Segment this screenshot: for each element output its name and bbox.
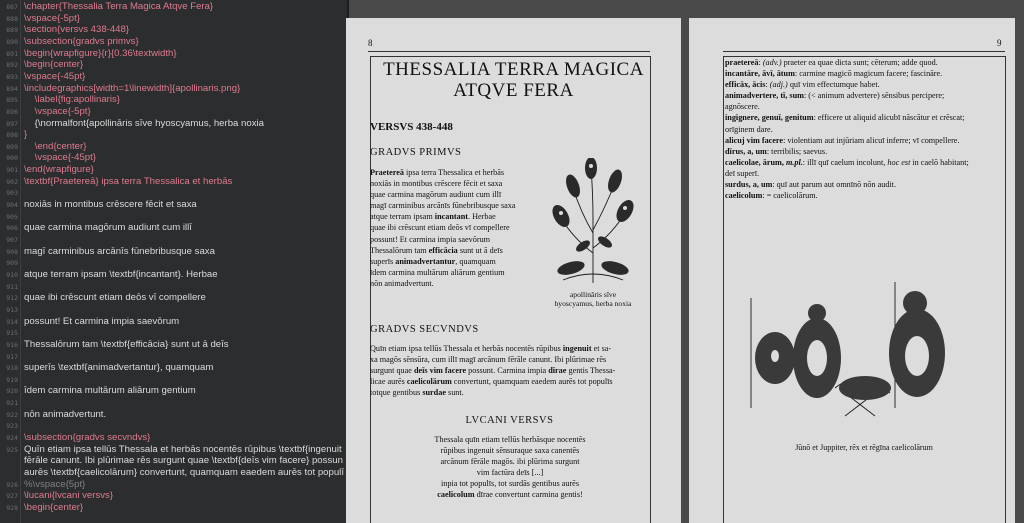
line-number: 919 [6,375,18,384]
code-line[interactable]: quae carmina magōrum audiunt cum illī [24,222,192,234]
text-run: ingignere, genuī, genitum [725,113,814,123]
code-line[interactable]: \includegraphics[width=1\linewidth]{apollinaris.png} [24,82,241,94]
text-run: praetereā [725,58,759,67]
code-line[interactable]: magī carminibus arcānīs fūnebribusque saxa [24,245,215,257]
text-run: dīrae [548,366,567,376]
code-line[interactable]: \subsection{gradvs secvndvs} [24,432,151,444]
line-number: 896 [6,107,18,116]
glossary [725,57,1007,201]
text-run: : quī aut parum aut omnīnō nōn audit. [772,180,897,190]
text-run: licae aurēs [370,377,407,387]
pdf-page-8 [346,18,681,523]
page-number: 9 [997,38,1002,48]
text-run: : illī quī caelum incolunt, [802,157,888,167]
text-run: xa magōs sēnsūra, cum illī magī arcānum fērāle canunt. Ibi plūrimae rēs [370,355,607,365]
text-run: praeter ea quae dicta sunt; cēterum; adde quod. [781,58,938,67]
text-run: : [765,80,770,90]
code-line[interactable]: fērāle canunt. Ibi plūrimae rēs surgunt quae \textbf{deīs vim facere} possun [24,455,343,467]
text-run: : = caelicolārum. [762,191,818,201]
text-run: deīs vim facere [413,366,467,376]
chapter-title-line-2: ATQVE FERA [453,80,574,101]
text-run: dīrus, a, um [725,146,767,156]
code-line[interactable]: atque terram ipsam \textbf{incantant}. Herbae [24,268,218,280]
code-line[interactable]: \begin{wrapfigure}{r}{0.36\textwidth} [24,47,177,59]
line-number: 898 [6,131,18,140]
text-run: : [758,58,763,67]
text-run: caelicolārum [406,377,452,387]
code-line[interactable]: \vspace{-5pt} [24,105,91,117]
text-run: noxiās in montibus crēscere fēcit et saxa [370,179,503,189]
code-line[interactable]: Thessalōrum tam \textbf{efficācia} sunt ut ā deīs [24,338,229,350]
line-number: 925 [6,445,18,454]
text-run: : efficere ut aliquid alicubī nāscātur et crēscat; [813,113,965,123]
code-line[interactable]: \begin{center} [24,59,84,71]
line-number: 918 [6,364,18,373]
text-run: arcānum fērāle magōs. ibi plūrima surgunt [440,457,580,467]
text-run: . Herbae [468,212,496,222]
code-line[interactable]: superīs \textbf{animadvertantur}, quamquam [24,362,214,374]
line-number: 916 [6,340,18,349]
code-line[interactable]: \end{center} [24,140,87,152]
code-line[interactable]: Quīn etiam ipsa tellūs Thessala et herbās nocentēs rūpibus \textbf{ingenuit [24,443,342,455]
line-number: 922 [6,410,18,419]
code-line[interactable]: \chapter{Thessalia Terra Magica Atqve Fera} [24,1,214,12]
text-run: caelicolae, ārum, [725,157,786,167]
text-run: Thessala quīn etiam tellūs herbāsque nocentēs [434,435,586,444]
text-run: , quamquam [455,256,496,266]
line-number: 912 [6,294,18,303]
text-run: incantāre, āvī, ātum [725,69,795,79]
paragraph-gradus-secundus [370,343,650,398]
paragraph-gradus-primus [370,167,560,289]
code-line[interactable]: īdem carmina multārum aliārum gentium [24,385,196,397]
text-run: (adv.) [762,58,782,67]
code-line[interactable]: %\vspace{5pt} [24,478,86,490]
text-run: incantant [434,212,469,222]
line-number: 907 [6,236,18,244]
text-run: superīs [370,256,396,266]
text-run: Thessalōrum tam [370,245,429,255]
page-number: 8 [368,38,373,48]
text-run: : (< animum advertere) sēnsibus percipere; [803,91,945,101]
text-run: ipsa terra Thessalica et herbās [403,168,505,177]
figure-caption-line-2: hyoscyamus, herba noxia [554,299,632,308]
line-number: 910 [6,270,18,279]
text-run: vim factūra deīs [...] [476,468,544,478]
line-number: 926 [6,480,18,489]
text-run: quae carmina magōrum audiunt cum illī [370,190,502,200]
code-line[interactable]: \label{fig:apollinaris} [24,94,120,106]
line-number: 887 [6,3,18,11]
chapter-title-line-1: THESSALIA TERRA MAGICA [383,59,644,80]
header-rule [368,51,650,52]
text-run: Quīn etiam ipsa tellūs Thessala et herbās nocentēs rūpibus [370,344,563,353]
header-rule [723,51,1005,52]
text-run: m.pl. [785,157,803,167]
text-run: nōn animadvertunt. [370,278,434,288]
line-number: 892 [6,61,18,70]
code-line[interactable]: \vspace{-5pt} [24,12,81,24]
line-number: 909 [6,259,18,268]
subsection-heading-2: GRADVS SECVNDVS [370,324,479,335]
text-run: īdem carmina multārum aliārum gentium [370,267,505,277]
text-run: totque gentibus [370,388,423,398]
text-run: gentis Thessa- [566,366,616,376]
code-line[interactable]: } [24,129,28,141]
line-number: 913 [6,305,18,314]
text-run: in caelō habitant; [910,157,969,167]
line-number: 927 [6,492,18,501]
text-run: efficācia [428,245,458,255]
text-run: quī vim effectumque habet. [787,80,880,90]
line-number: 917 [6,352,18,361]
code-line[interactable]: \textbf{Praetereā} ipsa terra Thessalica et herbās [24,175,233,187]
text-run: atque terram ipsam [370,212,435,222]
code-line[interactable]: {\normalfont{apollināris sīve hyoscyamus, herba noxia [24,117,264,129]
line-number: 889 [6,26,18,35]
code-line[interactable]: \subsection{gradvs primvs} [24,35,139,47]
text-run: animadvertantur [395,256,456,266]
text-run: magī carminibus arcānīs fūnebribusque saxa [370,201,516,211]
figure-caption: Jūnō et Juppiter, rēx et rēgīna caelicolārum [795,443,933,452]
text-run: surdae [422,388,446,398]
text-run: convertunt, quamquam eaedem aurēs tot populīs [451,377,613,387]
line-number: 902 [6,177,18,186]
line-number: 891 [6,49,18,58]
line-number: 905 [6,212,18,221]
line-number: 888 [6,14,18,23]
text-run: surgunt quae [370,366,414,376]
line-number: 895 [6,96,18,105]
code-line[interactable]: \vspace{-45pt} [24,152,96,164]
line-number: 897 [6,119,18,128]
line-number: 890 [6,37,18,46]
line-number: 893 [6,72,18,81]
text-run: sunt ut ā deīs [457,245,503,255]
code-line[interactable]: \vspace{-45pt} [24,70,86,82]
line-number-gutter [0,0,21,523]
text-run: (adj.) [769,80,788,90]
text-run: : violentiam aut injūriam alicuī inferre; vī compellere. [783,135,960,145]
code-line[interactable]: aurēs \textbf{caelicolārum} convertunt, quamquam eaedem aurēs tot populī [24,467,344,478]
juno-jupiter-illustration [745,268,969,418]
line-number: 923 [6,422,18,431]
code-line[interactable]: \end{wrapfigure} [24,164,94,176]
line-number: 920 [6,387,18,396]
line-number: 915 [6,329,18,338]
line-number: 900 [6,154,18,163]
line-number: 924 [6,434,18,443]
text-run: possunt. Carmina impia [466,366,549,376]
text-run: orīginem dare. [725,124,773,134]
text-run: et sa- [591,344,612,353]
text-run: : terribilis; saevus. [766,146,828,156]
text-run: caelicolum [437,490,475,500]
pdf-page-9 [689,18,1015,523]
code-line[interactable]: nōn animadvertunt. [24,408,107,420]
lucani-heading: LVCANI VERSVS [465,415,554,426]
line-number: 906 [6,224,18,233]
text-run: alicuj vim facere [725,135,784,145]
plant-illustration [543,158,643,286]
code-line[interactable]: \lucani{lvcani versvs} [24,490,114,502]
section-heading: VERSVS 438-448 [370,121,453,133]
text-run: : carmine magicō magicum facere; fascināre. [794,69,943,79]
line-number: 911 [6,282,18,291]
text-run: rūpibus ingenuit sēnsuraque saxa canentēs [440,446,580,456]
figure-caption-line-1: apollināris sīve [569,290,617,299]
line-number: 908 [6,247,18,256]
text-run: surdus, a, um [725,180,773,190]
line-number: 894 [6,84,18,93]
code-line[interactable]: noxiās in montibus crēscere fēcit et saxa [24,199,197,211]
line-number: 899 [6,142,18,151]
text-run: dīrae convertunt carmina gentis! [474,490,583,500]
line-number: 901 [6,166,18,175]
subsection-heading-1: GRADVS PRIMVS [370,147,462,158]
code-line[interactable]: quae ibi crēscunt etiam deōs vī compellere [24,292,206,304]
code-line[interactable]: \begin{center} [24,501,84,513]
text-run: animadvertere, tī, sum [725,91,804,101]
code-line[interactable]: \section{versvs 438-448} [24,24,130,36]
lucan-verse [370,434,650,501]
text-run: possunt! Et carmina impia saevōrum [370,234,491,244]
text-run: efficāx, ācis [725,80,766,90]
text-run: agnōscere. [725,102,760,112]
code-editor[interactable] [0,0,347,523]
text-run: deī superī. [725,168,760,178]
text-run: hoc est [887,157,911,167]
code-line[interactable]: possunt! Et carmina impia saevōrum [24,315,180,327]
text-run: ingenuit [562,344,592,353]
line-number: 921 [6,399,18,408]
line-number: 903 [6,189,18,198]
text-run: caelicolum [725,191,763,201]
line-number: 928 [6,503,18,512]
text-run: Praetereā [370,168,404,177]
line-number: 904 [6,201,18,210]
text-run: inpia tot populīs, tot surdās gentibus aurēs [440,479,580,489]
text-run: sunt. [445,388,464,398]
text-run: quae ibi crēscunt etiam deōs vī compellere [370,223,510,233]
line-number: 914 [6,317,18,326]
